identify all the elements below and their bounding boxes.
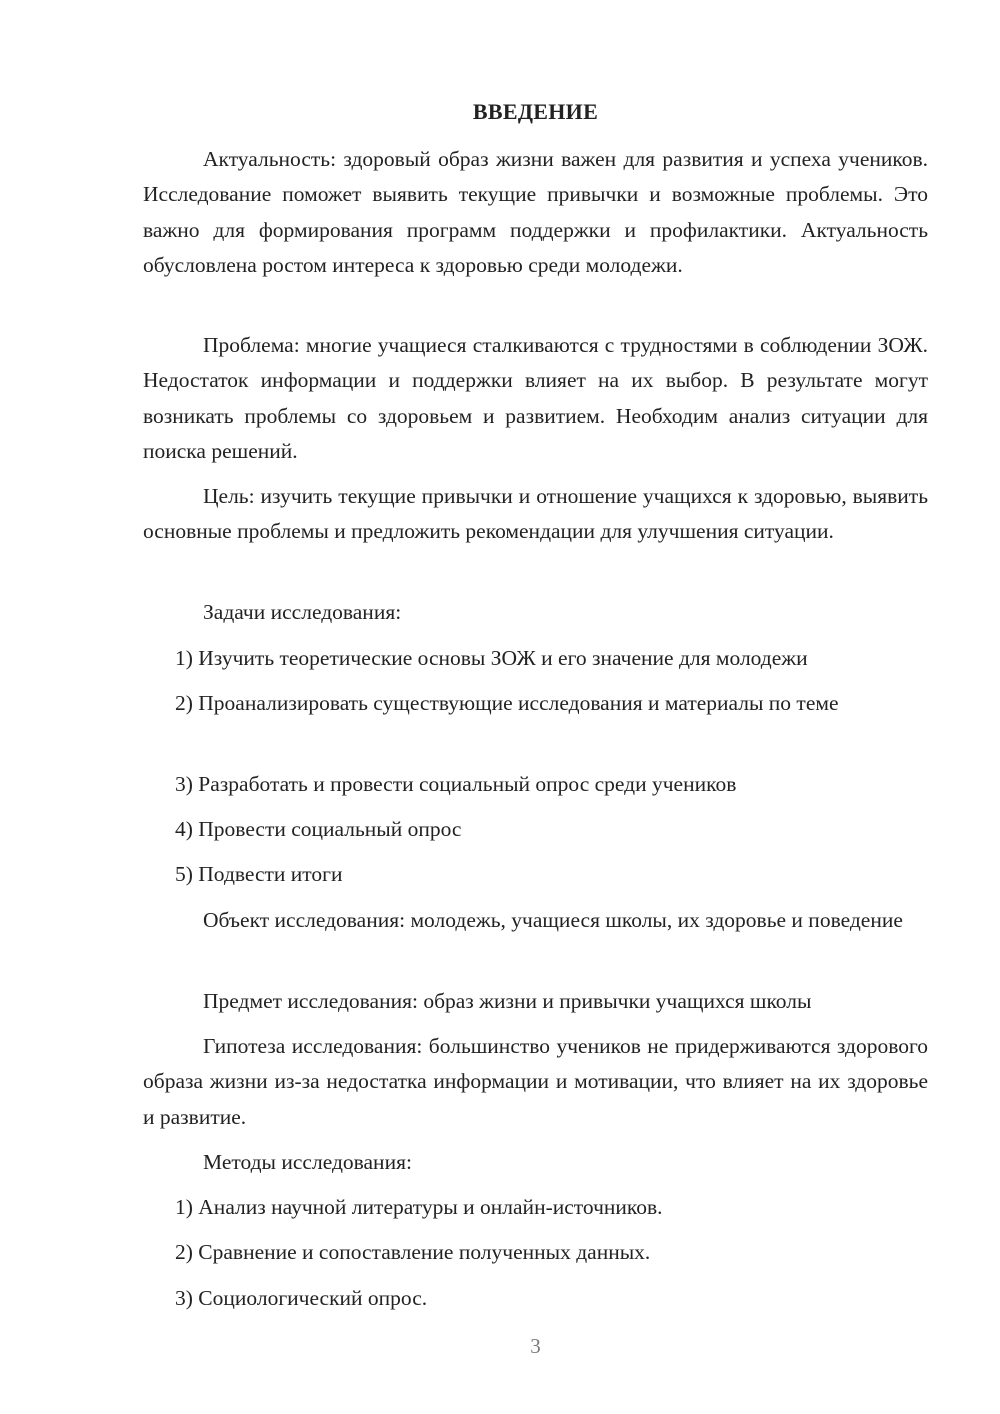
subject-paragraph: Предмет исследования: образ жизни и привычки учащихся школы [203, 989, 812, 1013]
page-number: 3 [530, 1334, 541, 1358]
task-item-2: 2) Проанализировать существующие исследования и материалы по теме [175, 691, 839, 715]
task-item-3: 3) Разработать и провести социальный опрос среди учеников [175, 772, 737, 796]
method-item-2: 2) Сравнение и сопоставление полученных данных. [175, 1240, 651, 1264]
task-item-4: 4) Провести социальный опрос [175, 817, 462, 841]
task-item-5: 5) Подвести итоги [175, 862, 343, 886]
document-page [143, 0, 928, 1414]
method-item-3: 3) Социологический опрос. [175, 1286, 428, 1310]
goal-paragraph: Цель: изучить текущие привычки и отношение учащихся к здоровью, выявить основные проблемы и предложить рекомендации для улучшения ситуации. [143, 484, 928, 544]
section-heading: ВВЕДЕНИЕ [472, 99, 599, 124]
object-paragraph: Объект исследования: молодежь, учащиеся школы, их здоровье и поведение [203, 908, 903, 932]
tasks-title: Задачи исследования: [203, 600, 402, 624]
hypothesis-paragraph: Гипотеза исследования: большинство учеников не придерживаются здорового образа жизни из-за недостатка информации и мотивации, что влияет на их здоровье и развитие. [143, 1034, 928, 1129]
problem-paragraph: Проблема: многие учащиеся сталкиваются с трудностями в соблюдении ЗОЖ. Недостаток информации и поддержки влияет на их выбор. В результате могут возникать проблемы со здоровьем и развитием. Необходим анализ ситуации для поиска решений. [143, 333, 928, 463]
task-item-1: 1) Изучить теоретические основы ЗОЖ и его значение для молодежи [175, 646, 808, 670]
method-item-1: 1) Анализ научной литературы и онлайн-источников. [175, 1195, 663, 1219]
methods-title: Методы исследования: [203, 1150, 412, 1174]
relevance-paragraph: Актуальность: здоровый образ жизни важен для развития и успеха учеников. Исследование поможет выявить текущие привычки и возможные проблемы. Это важно для формирования программ поддержки и профилактики. Актуальность обусловлена ростом интереса к здоровью среди молодежи. [143, 147, 928, 277]
